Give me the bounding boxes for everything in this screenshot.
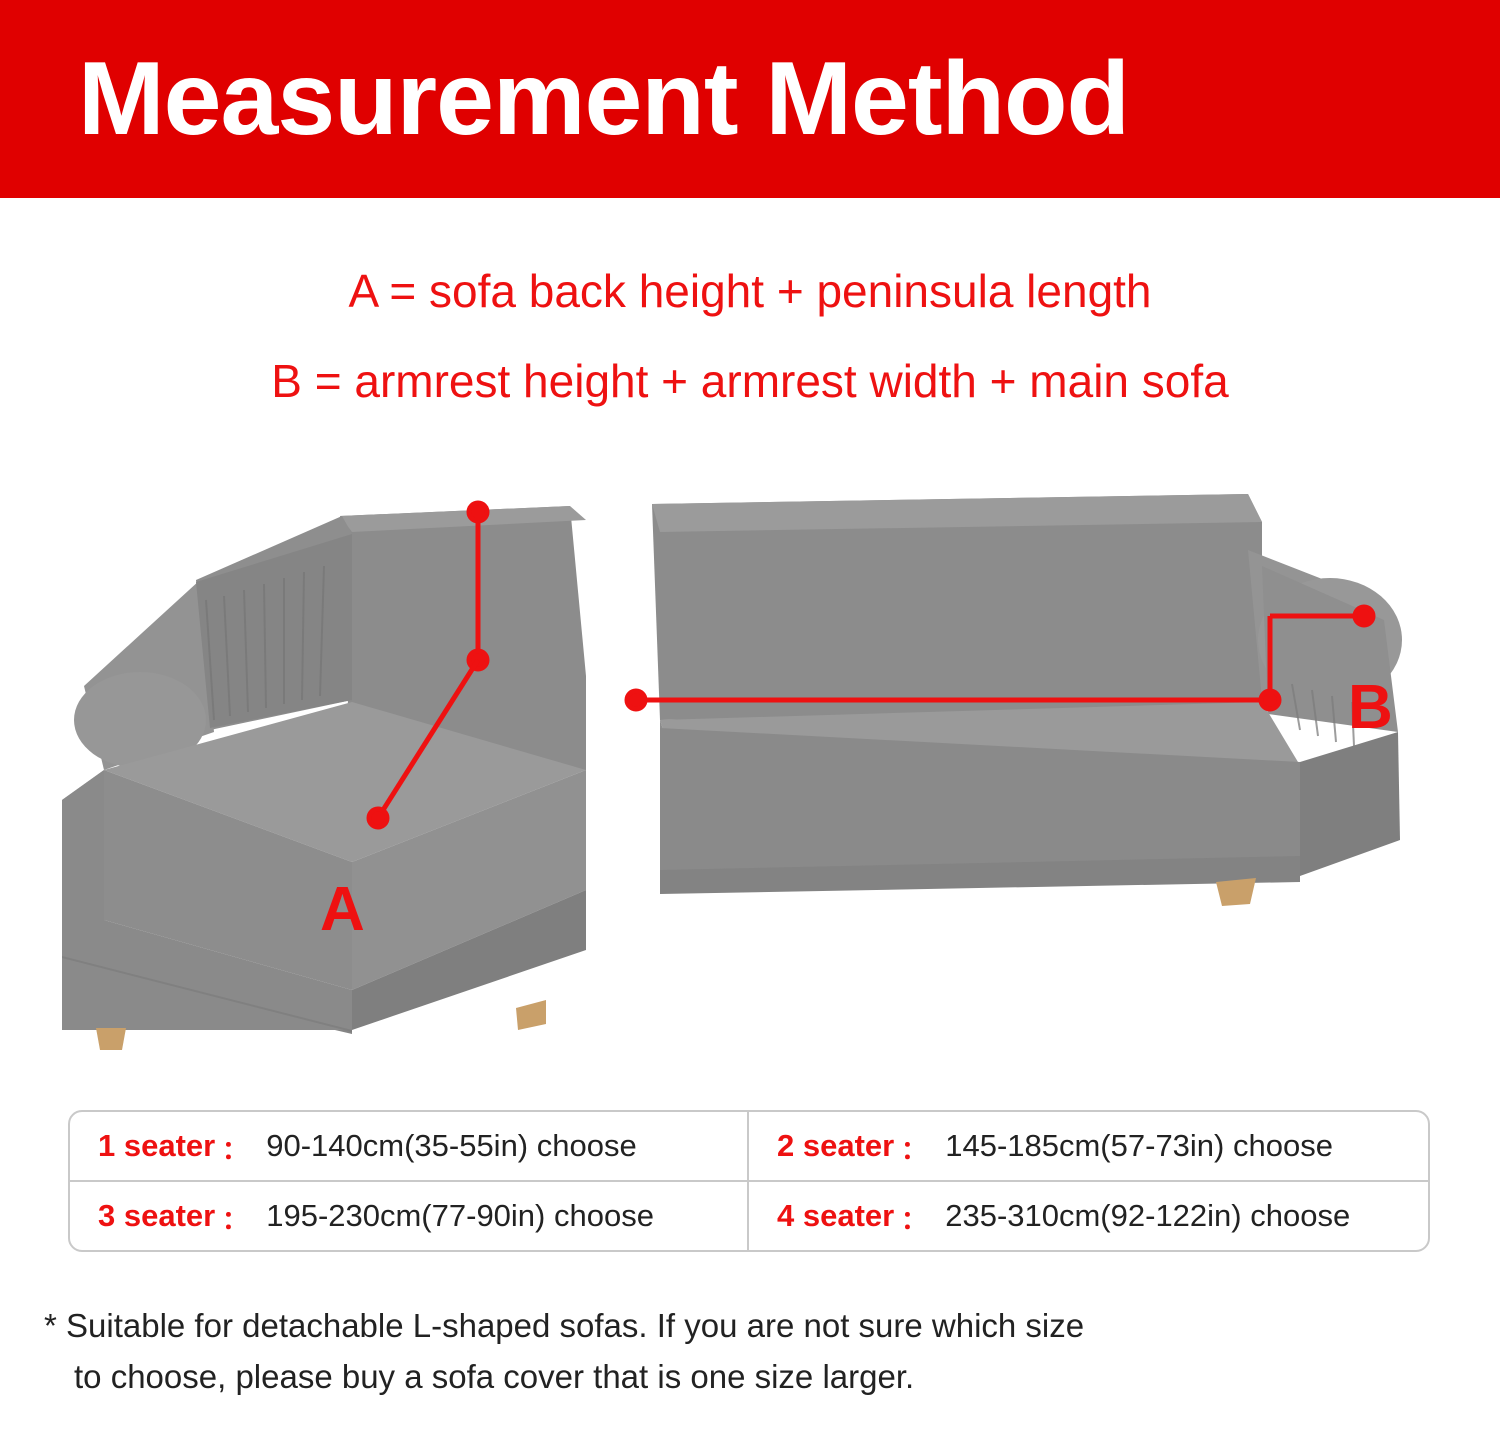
size-guide-table bbox=[68, 1110, 1430, 1252]
size-cell-1-seater bbox=[70, 1112, 749, 1180]
page-title: Measurement Method bbox=[78, 41, 1130, 157]
seater-value-2: 145-185cm(57-73in) choose bbox=[945, 1128, 1333, 1163]
seater-label-3: 3 seater bbox=[98, 1198, 216, 1233]
size-cell-3-seater bbox=[70, 1182, 749, 1250]
table-row bbox=[70, 1112, 1428, 1182]
seater-colon-1: ： bbox=[221, 1131, 253, 1167]
label-b: B bbox=[1348, 673, 1393, 742]
size-cell-2-seater bbox=[749, 1112, 1428, 1180]
size-cell-4-seater bbox=[749, 1182, 1428, 1250]
formula-b: B = armrest height + armrest width + main sofa bbox=[271, 355, 1229, 407]
header-banner bbox=[0, 0, 1500, 198]
seater-colon-3: ： bbox=[221, 1201, 253, 1237]
seater-label-1: 1 seater bbox=[98, 1128, 216, 1163]
main-sofa-graphic bbox=[652, 494, 1402, 912]
seater-colon-4: ： bbox=[900, 1201, 932, 1237]
formula-list bbox=[0, 265, 1500, 448]
footnote-line-1: * Suitable for detachable L-shaped sofas. If you are not sure which size bbox=[44, 1307, 1085, 1344]
footnote-line-2: to choose, please buy a sofa cover that is one size larger. bbox=[74, 1358, 915, 1396]
seater-value-1: 90-140cm(35-55in) choose bbox=[266, 1128, 637, 1163]
footnote bbox=[44, 1300, 1464, 1402]
seater-value-4: 235-310cm(92-122in) choose bbox=[945, 1198, 1351, 1233]
seater-value-3: 195-230cm(77-90in) choose bbox=[266, 1198, 654, 1233]
label-a: A bbox=[320, 875, 365, 944]
seater-colon-2: ： bbox=[900, 1131, 932, 1167]
seater-label-4: 4 seater bbox=[777, 1198, 895, 1233]
chaise-sofa-graphic bbox=[62, 506, 586, 1050]
sofa-illustration bbox=[0, 470, 1500, 1070]
seater-label-2: 2 seater bbox=[777, 1128, 895, 1163]
formula-a: A = sofa back height + peninsula length bbox=[348, 265, 1152, 317]
table-row bbox=[70, 1182, 1428, 1250]
